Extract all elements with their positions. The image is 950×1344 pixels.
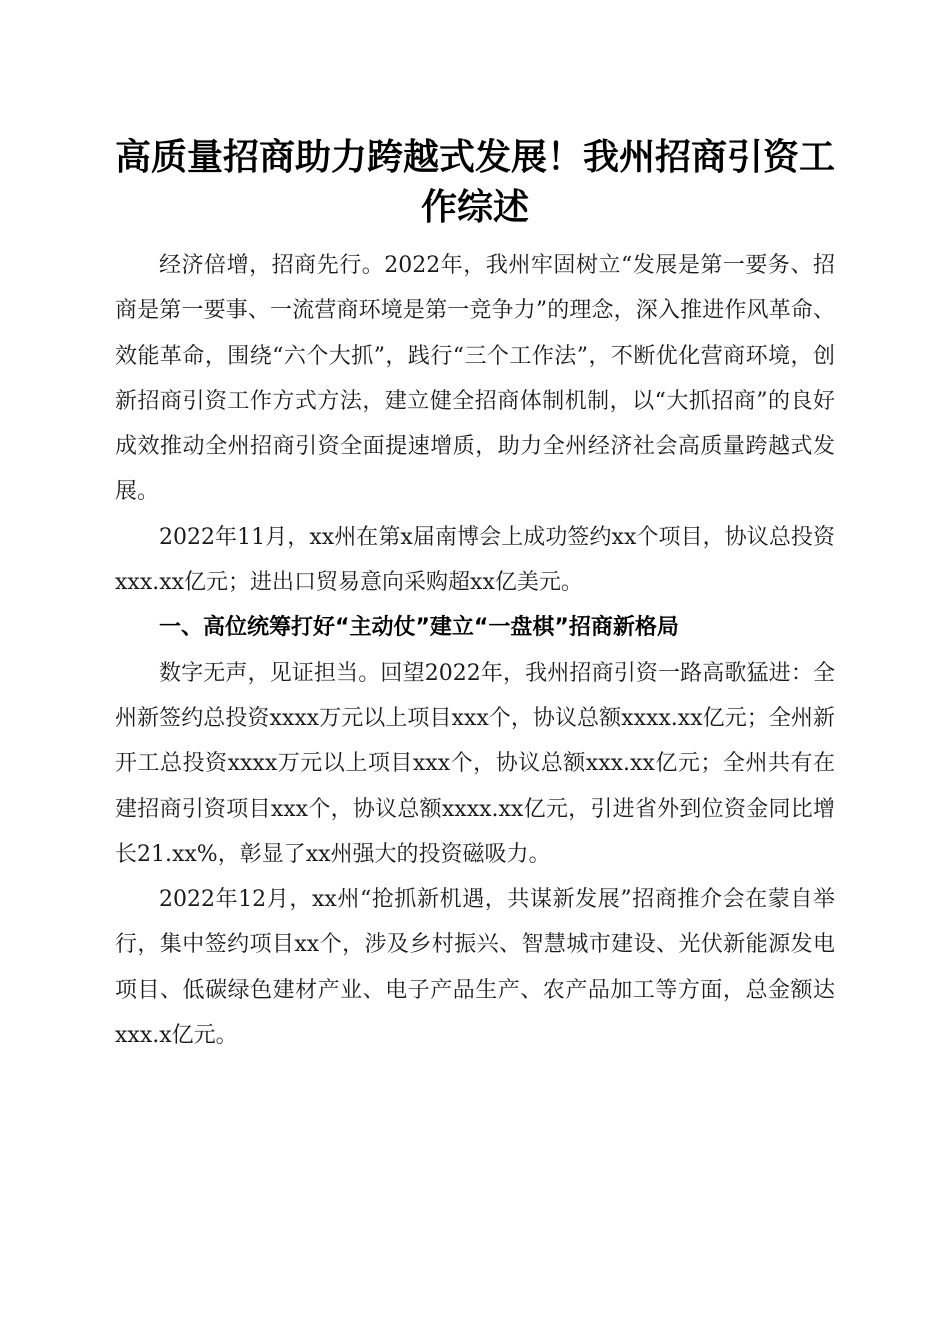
statistics-paragraph: 数字无声，见证担当。回望2022年，我州招商引资一路高歌猛进：全州新签约总投资xxxx万元以上项目xxx个，协议总额xxxx.xx亿元；全州新开工总投资xxxx万元以上项目xxx个，协议总额xxx.xx亿元；全州共有在建招商引资项目xxx个，协议总额xxxx.xx亿元，引进省外到位资金同比增长21.xx%，彰显了xx州强大的投资磁吸力。	[115, 660, 835, 867]
conference-paragraph: 2022年12月，xx州“抢抓新机遇，共谋新发展”招商推介会在蒙自举行，集中签约项目xx个，涉及乡村振兴、智慧城市建设、光伏新能源发电项目、低碳绿色建材产业、电子产品生产、农产品加工等方面，总金额达xxx.x亿元。	[115, 887, 835, 1049]
intro-paragraph: 经济倍增，招商先行。2022年，我州牢固树立“发展是第一要务、招商是第一要事、一流营商环境是第一竞争力”的理念，深入推进作风革命、效能革命，围绕“六个大抓”，践行“三个工作法”，不断优化营商环境，创新招商引资工作方式方法，建立健全招商体制机制，以“大抓招商”的良好成效推动全州招商引资全面提速增质，助力全州经济社会高质量跨越式发展。	[115, 253, 835, 505]
document-body	[115, 243, 835, 1058]
section-heading: 一、高位统筹打好“主动仗”建立“一盘棋”招商新格局	[159, 615, 679, 641]
document-title: 高质量招商助力跨越式发展！我州招商引资工作综述	[114, 136, 835, 228]
event-paragraph: 2022年11月，xx州在第x届南博会上成功签约xx个项目，协议总投资xxx.xx亿元；进出口贸易意向采购超xx亿美元。	[115, 524, 835, 596]
